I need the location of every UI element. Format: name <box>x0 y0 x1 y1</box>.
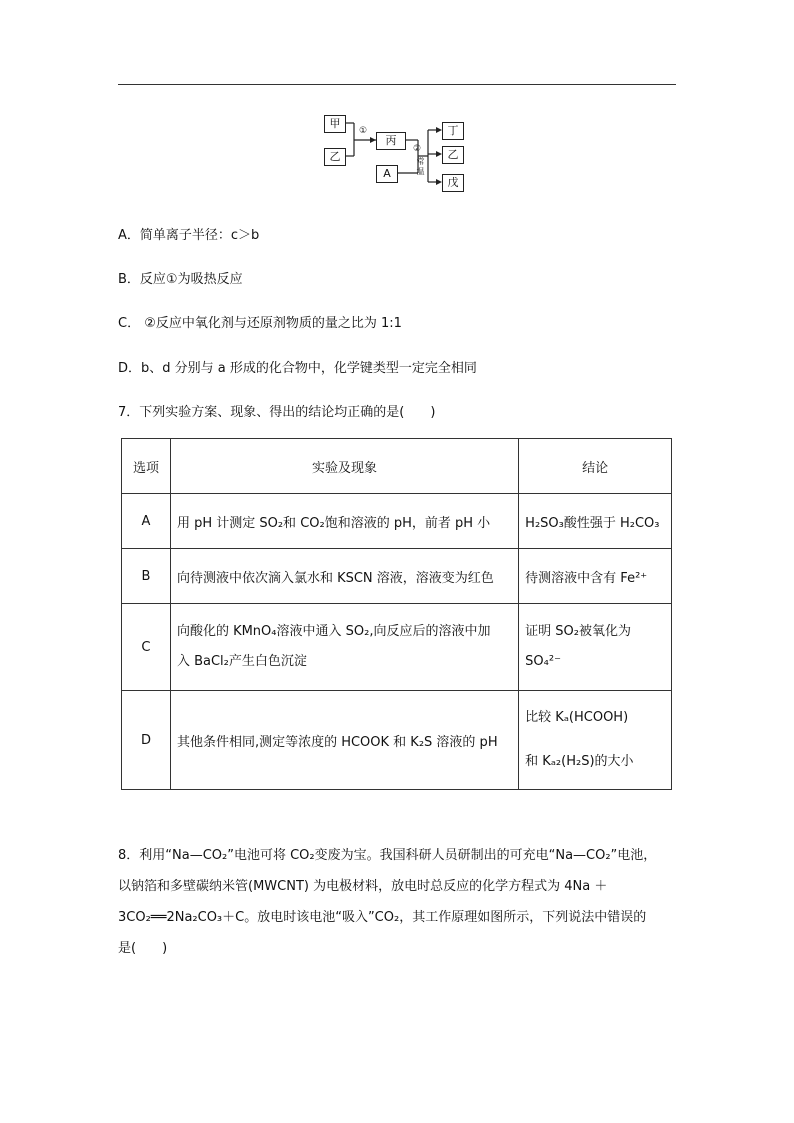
reaction-diagram <box>318 110 478 192</box>
q6-option-b: B．反应①为吸热反应 <box>118 272 243 287</box>
table-header-row <box>122 439 672 494</box>
diagram-label-cond-2: 温 <box>416 167 425 176</box>
q7-table <box>121 438 672 790</box>
q7-stem: 7．下列实验方案、现象、得出的结论均正确的是( ) <box>118 405 436 420</box>
row-conclusion: H₂SO₃酸性强于 H₂CO₃ <box>519 494 672 549</box>
diagram-label-step2: ② <box>413 144 422 154</box>
table-row <box>122 549 672 604</box>
q6-option-d: D．b、d 分别与 a 形成的化合物中，化学键类型一定完全相同 <box>118 361 477 376</box>
row-conclusion: 待测溶液中含有 Fe²⁺ <box>519 549 672 604</box>
diagram-box-yi-right: 乙 <box>442 146 464 164</box>
diagram-label-step1: ① <box>359 126 368 136</box>
diagram-box-ding: 丁 <box>442 122 464 140</box>
row-conclusion-line2: 和 Kₐ₂(H₂S)的大小 <box>525 754 634 769</box>
row-conclusion <box>519 691 672 790</box>
row-experiment: 其他条件相同,测定等浓度的 HCOOK 和 K₂S 溶液的 pH <box>170 691 518 790</box>
q8-line3: 3CO₂══2Na₂CO₃＋C。放电时该电池“吸入”CO₂，其工作原理如图所示，下列说法中错误的 <box>118 910 647 925</box>
q8-line4: 是( ) <box>118 941 168 956</box>
diagram-box-bing: 丙 <box>376 132 406 150</box>
header-conclusion: 结论 <box>519 439 672 494</box>
q6-option-c: C． ②反应中氧化剂与还原剂物质的量之比为 1:1 <box>118 316 402 331</box>
row-experiment: 向待测液中依次滴入氯水和 KSCN 溶液，溶液变为红色 <box>170 549 518 604</box>
q8-line1: 8．利用“Na—CO₂”电池可将 CO₂变废为宝。我国科研人员研制出的可充电“Na—CO₂”电池， <box>118 848 657 863</box>
row-conclusion <box>519 604 672 691</box>
row-experiment-line2: 入 BaCl₂产生白色沉淀 <box>176 654 307 669</box>
row-option: C <box>122 604 171 691</box>
diagram-box-yi-left: 乙 <box>324 148 346 166</box>
diagram-label-cond-1: 常 <box>416 157 425 166</box>
table-row <box>122 604 672 691</box>
row-conclusion-line2: SO₄²⁻ <box>525 654 561 669</box>
header-rule <box>118 84 676 85</box>
row-experiment: 用 pH 计测定 SO₂和 CO₂饱和溶液的 pH，前者 pH 小 <box>170 494 518 549</box>
row-experiment-line1: 向酸化的 KMnO₄溶液中通入 SO₂,向反应后的溶液中加 <box>176 624 491 639</box>
header-experiment: 实验及现象 <box>170 439 518 494</box>
header-option: 选项 <box>122 439 171 494</box>
row-conclusion-line1: 比较 Kₐ(HCOOH) <box>525 710 629 725</box>
table-row <box>122 494 672 549</box>
diagram-box-A: A <box>376 165 398 183</box>
table-row <box>122 691 672 790</box>
row-option: D <box>122 691 171 790</box>
q8-line2: 以钠箔和多壁碳纳米管(MWCNT) 为电极材料，放电时总反应的化学方程式为 4Na ＋ <box>118 879 608 894</box>
row-option: B <box>122 549 171 604</box>
row-experiment <box>170 604 518 691</box>
row-option: A <box>122 494 171 549</box>
diagram-box-wu: 戊 <box>442 174 464 192</box>
diagram-box-jia: 甲 <box>324 115 346 133</box>
q8-stem <box>118 840 678 964</box>
row-conclusion-line1: 证明 SO₂被氧化为 <box>525 624 632 639</box>
q6-option-a: A．简单离子半径：c＞b <box>118 228 260 243</box>
